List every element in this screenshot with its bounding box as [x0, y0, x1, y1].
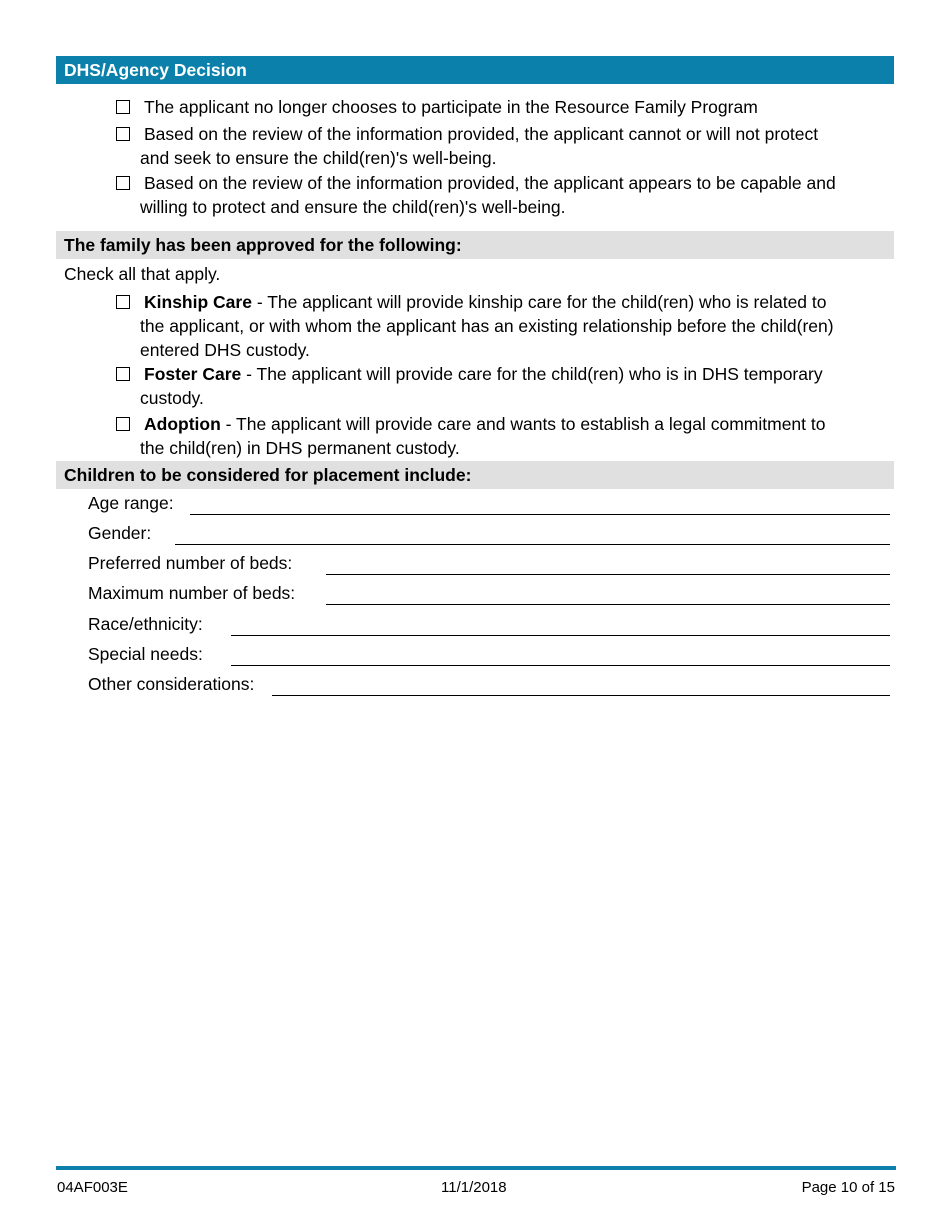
- field-label: Maximum number of beds:: [88, 583, 296, 603]
- age-range-input-line[interactable]: [190, 514, 890, 515]
- option-title: Adoption: [144, 414, 221, 434]
- field-label: Preferred number of beds:: [88, 553, 293, 573]
- option-text: - The applicant will provide care for the child(ren) who is in DHS temporary: [241, 364, 823, 384]
- checkbox[interactable]: [116, 417, 130, 431]
- option-text: Based on the review of the information provided, the applicant appears to be capable and: [144, 173, 836, 193]
- special-needs-field[interactable]: [88, 641, 890, 667]
- checkbox[interactable]: [116, 127, 130, 141]
- option-text-continued: the child(ren) in DHS permanent custody.: [140, 438, 460, 458]
- preferred-beds-input-line[interactable]: [326, 574, 890, 575]
- approved-option-foster-care[interactable]: [116, 362, 888, 410]
- maximum-beds-field[interactable]: [88, 580, 890, 606]
- footer-page-number: Page 10 of 15: [801, 1179, 895, 1196]
- option-text: - The applicant will provide care and wants to establish a legal commitment to: [220, 414, 826, 434]
- field-label: Age range:: [88, 493, 174, 513]
- option-title: Kinship Care: [144, 292, 252, 312]
- checkbox[interactable]: [116, 295, 130, 309]
- approved-option-kinship-care[interactable]: [116, 290, 888, 362]
- other-considerations-input-line[interactable]: [272, 695, 890, 696]
- decision-section-title: DHS/Agency Decision: [64, 60, 247, 80]
- option-text: The applicant no longer chooses to participate in the Resource Family Program: [144, 97, 758, 117]
- option-text: - The applicant will provide kinship care for the child(ren) who is related to: [251, 292, 827, 312]
- option-text-continued: willing to protect and ensure the child(ren)'s well-being.: [140, 197, 566, 217]
- option-text-continued: entered DHS custody.: [140, 340, 310, 360]
- approved-section-title: The family has been approved for the following:: [64, 235, 462, 255]
- field-label: Special needs:: [88, 644, 203, 664]
- checkbox[interactable]: [116, 176, 130, 190]
- children-section-header: [56, 461, 894, 489]
- approved-option-adoption[interactable]: [116, 412, 888, 460]
- option-text-continued: the applicant, or with whom the applicant has an existing relationship before the child(ren): [140, 316, 834, 336]
- option-title: Foster Care: [144, 364, 242, 384]
- footer-form-id: 04AF003E: [57, 1179, 128, 1196]
- field-label: Gender:: [88, 523, 152, 543]
- children-section-title: Children to be considered for placement include:: [64, 465, 472, 485]
- other-considerations-field[interactable]: [88, 671, 890, 697]
- race-ethnicity-field[interactable]: [88, 611, 890, 637]
- special-needs-input-line[interactable]: [231, 665, 890, 666]
- decision-option-no-longer-participating[interactable]: [116, 95, 888, 119]
- age-range-field[interactable]: [88, 490, 890, 516]
- approved-section-header: [56, 231, 894, 259]
- option-text-continued: and seek to ensure the child(ren)'s well-being.: [140, 148, 497, 168]
- maximum-beds-input-line[interactable]: [326, 604, 890, 605]
- gender-input-line[interactable]: [175, 544, 890, 545]
- preferred-beds-field[interactable]: [88, 550, 890, 576]
- option-text: Based on the review of the information provided, the applicant cannot or will not protect: [144, 124, 819, 144]
- footer-rule: [56, 1166, 896, 1170]
- gender-field[interactable]: [88, 520, 890, 546]
- decision-option-cannot-protect[interactable]: [116, 122, 888, 170]
- decision-section-header: [56, 56, 894, 84]
- decision-option-capable-and-willing[interactable]: [116, 171, 888, 219]
- checkbox[interactable]: [116, 367, 130, 381]
- field-label: Race/ethnicity:: [88, 614, 203, 634]
- footer-date: 11/1/2018: [441, 1179, 507, 1196]
- option-text-continued: custody.: [140, 388, 204, 408]
- check-all-instruction: Check all that apply.: [64, 264, 221, 284]
- checkbox[interactable]: [116, 100, 130, 114]
- race-ethnicity-input-line[interactable]: [231, 635, 890, 636]
- field-label: Other considerations:: [88, 674, 255, 694]
